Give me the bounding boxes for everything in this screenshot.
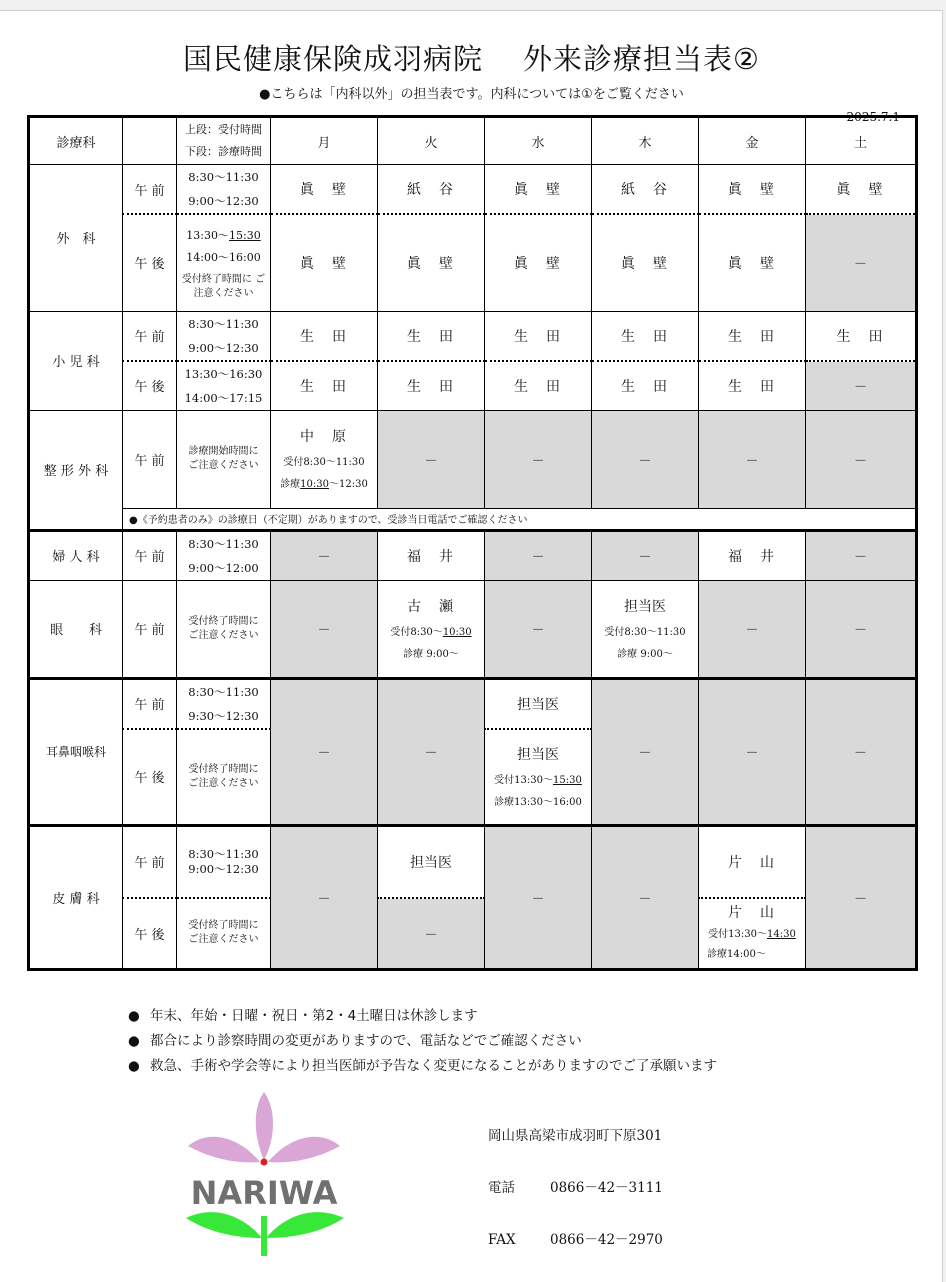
seikei-note-row <box>29 508 917 530</box>
shoni-am-time: 8:30～11:30 9:00～12:30 <box>177 311 271 361</box>
jibi-pm-note: 受付終了時間に ご注意ください <box>177 729 271 826</box>
logo-petal-center <box>256 1092 273 1160</box>
jibi-tue: － <box>378 678 485 826</box>
time-header: 上段：受付時間 下段：診療時間 <box>177 117 271 165</box>
geka-am-tue: 紙 谷 <box>378 165 485 215</box>
dept-header: 診療科 <box>29 117 123 165</box>
schedule-table <box>27 115 918 971</box>
note-item: ● 年末、年始・日曜・祝日・第2・4土曜日は休診します <box>128 1004 717 1029</box>
hifu-sat: － <box>806 826 917 970</box>
logo-leaf-right <box>266 1212 344 1238</box>
dept-geka: 外 科 <box>29 165 123 312</box>
ganka-row <box>29 580 917 678</box>
geka-pm-time: 13:30～15:30 14:00～16:00 受付終了時間に ご注意ください <box>177 214 271 311</box>
shoni-pm-row <box>29 361 917 411</box>
seikei-thu: － <box>592 410 699 508</box>
ganka-mon: － <box>271 580 378 678</box>
hifu-pm-row <box>29 898 917 970</box>
seikei-am-row <box>29 410 917 508</box>
geka-am-fri: 眞 壁 <box>699 165 806 215</box>
contact-info <box>488 1124 663 1280</box>
geka-am-thu: 紙 谷 <box>592 165 699 215</box>
hospital-name: 国民健康保険成羽病院 <box>182 42 483 76</box>
geka-am-time: 8:30～11:30 9:00～12:30 <box>177 165 271 215</box>
pm-label: 午 後 <box>123 361 177 411</box>
fujin-mon: － <box>271 530 378 580</box>
am-label: 午 前 <box>123 410 177 508</box>
pm-label: 午 後 <box>123 729 177 826</box>
shoni-am-mon: 生 田 <box>271 311 378 361</box>
logo-text: NARIWA <box>190 1174 338 1212</box>
fujin-thu: － <box>592 530 699 580</box>
fujin-sat: － <box>806 530 917 580</box>
fujin-fri: 福 井 <box>699 530 806 580</box>
ganka-time-note: 受付終了時間に ご注意ください <box>177 580 271 678</box>
tel-number: 0866－42－3111 <box>550 1180 663 1196</box>
nariwa-logo <box>180 1088 360 1258</box>
seikei-sat: － <box>806 410 917 508</box>
seikei-fri: － <box>699 410 806 508</box>
blank-header <box>123 117 177 165</box>
ganka-fri: － <box>699 580 806 678</box>
page-title <box>0 37 943 78</box>
hifu-pm-note: 受付終了時間に ご注意ください <box>177 898 271 970</box>
pm-label: 午 後 <box>123 214 177 311</box>
address: 岡山県高梁市成羽町下原301 <box>488 1128 663 1144</box>
hifu-am-time: 8:30～11:30 9:00～12:30 <box>177 826 271 898</box>
dept-seikei: 整 形 外 科 <box>29 410 123 530</box>
dept-ganka: 眼 科 <box>29 580 123 678</box>
geka-am-mon: 眞 壁 <box>271 165 378 215</box>
am-label: 午 前 <box>123 165 177 215</box>
jibi-fri: － <box>699 678 806 826</box>
logo-petal-left <box>188 1137 260 1163</box>
geka-am-wed: 眞 壁 <box>485 165 592 215</box>
logo-dot <box>261 1159 268 1166</box>
ganka-tue: 古 瀬 受付8:30～10:30 診療 9:00～ <box>378 580 485 678</box>
shoni-pm-time: 13:30～16:30 14:00～17:15 <box>177 361 271 411</box>
day-tue: 火 <box>378 117 485 165</box>
hifu-tue-pm: － <box>378 898 485 970</box>
note-item: ● 救急、手術や学会等により担当医師が予告なく変更になることがありますのでご了承願います <box>128 1054 717 1079</box>
logo-stem <box>261 1216 267 1256</box>
geka-pm-tue: 眞 壁 <box>378 214 485 311</box>
am-label: 午 前 <box>123 678 177 729</box>
bullet-icon: ● <box>128 1008 140 1024</box>
fujin-tue: 福 井 <box>378 530 485 580</box>
jibi-am-time: 8:30～11:30 9:30～12:30 <box>177 678 271 729</box>
am-label: 午 前 <box>123 530 177 580</box>
shoni-am-row <box>29 311 917 361</box>
am-label: 午 前 <box>123 311 177 361</box>
notes-list <box>128 1004 717 1079</box>
seikei-reservation-note: ●《予約患者のみ》の診療日（不定期）がありますので、受診当日電話でご確認ください <box>123 508 917 530</box>
hifu-tue-am: 担当医 <box>378 826 485 898</box>
shoni-pm-tue: 生 田 <box>378 361 485 411</box>
ganka-sat: － <box>806 580 917 678</box>
fax-number: 0866－42－2970 <box>550 1232 663 1248</box>
schedule-title: 外来診療担当表② <box>523 42 760 76</box>
geka-pm-fri: 眞 壁 <box>699 214 806 311</box>
shoni-pm-mon: 生 田 <box>271 361 378 411</box>
subtitle: ●こちらは「内科以外」の担当表です。内科については①をご覧ください <box>259 87 684 102</box>
day-thu: 木 <box>592 117 699 165</box>
shoni-am-wed: 生 田 <box>485 311 592 361</box>
geka-pm-mon: 眞 壁 <box>271 214 378 311</box>
day-mon: 月 <box>271 117 378 165</box>
geka-pm-row <box>29 214 917 311</box>
jibi-sat: － <box>806 678 917 826</box>
geka-pm-wed: 眞 壁 <box>485 214 592 311</box>
tel-line: 電話 0866－42－3111 <box>488 1180 663 1196</box>
seikei-time-note: 診療開始時間に ご注意ください <box>177 410 271 508</box>
geka-pm-sat: － <box>806 214 917 311</box>
day-wed: 水 <box>485 117 592 165</box>
fujin-time: 8:30～11:30 9:00～12:00 <box>177 530 271 580</box>
ganka-wed: － <box>485 580 592 678</box>
hifu-wed: － <box>485 826 592 970</box>
dept-shoni: 小 児 科 <box>29 311 123 410</box>
jibi-wed-am: 担当医 <box>485 678 592 729</box>
ganka-thu: 担当医 受付8:30～11:30 診療 9:00～ <box>592 580 699 678</box>
hifu-fri-pm: 片 山 受付13:30～14:30 診療14:00～ <box>699 898 806 970</box>
shoni-pm-wed: 生 田 <box>485 361 592 411</box>
pm-label: 午 後 <box>123 898 177 970</box>
seikei-wed: － <box>485 410 592 508</box>
fujin-row <box>29 530 917 580</box>
fujin-wed: － <box>485 530 592 580</box>
bullet-icon: ● <box>128 1033 140 1049</box>
shoni-am-thu: 生 田 <box>592 311 699 361</box>
seikei-mon: 中 原 受付8:30～11:30 診療10:30～12:30 <box>271 410 378 508</box>
jibi-mon: － <box>271 678 378 826</box>
hifu-fri-am: 片 山 <box>699 826 806 898</box>
am-label: 午 前 <box>123 826 177 898</box>
shoni-am-fri: 生 田 <box>699 311 806 361</box>
jibi-thu: － <box>592 678 699 826</box>
jibi-am-row <box>29 678 917 729</box>
header-row <box>29 117 917 165</box>
geka-am-row <box>29 165 917 215</box>
note-item: ● 都合により診察時間の変更がありますので、電話などでご確認ください <box>128 1029 717 1054</box>
geka-pm-thu: 眞 壁 <box>592 214 699 311</box>
hifu-mon: － <box>271 826 378 970</box>
shoni-pm-fri: 生 田 <box>699 361 806 411</box>
hifu-am-row <box>29 826 917 898</box>
hifu-thu: － <box>592 826 699 970</box>
dept-hifu: 皮 膚 科 <box>29 826 123 970</box>
dept-jibi: 耳鼻咽喉科 <box>29 678 123 826</box>
dept-fujin: 婦 人 科 <box>29 530 123 580</box>
day-fri: 金 <box>699 117 806 165</box>
seikei-tue: － <box>378 410 485 508</box>
logo-leaf-left <box>186 1212 262 1238</box>
bullet-icon: ● <box>128 1058 140 1074</box>
shoni-pm-thu: 生 田 <box>592 361 699 411</box>
shoni-am-sat: 生 田 <box>806 311 917 361</box>
shoni-pm-sat: － <box>806 361 917 411</box>
fax-line: FAX 0866－42－2970 <box>488 1232 663 1248</box>
jibi-wed-pm: 担当医 受付13:30～15:30 診療13:30～16:00 <box>485 729 592 826</box>
shoni-am-tue: 生 田 <box>378 311 485 361</box>
am-label: 午 前 <box>123 580 177 678</box>
day-sat: 土 <box>806 117 917 165</box>
effective-date: 2025.7.1～ <box>846 110 912 124</box>
geka-am-sat: 眞 壁 <box>806 165 917 215</box>
logo-petal-right <box>268 1137 340 1163</box>
